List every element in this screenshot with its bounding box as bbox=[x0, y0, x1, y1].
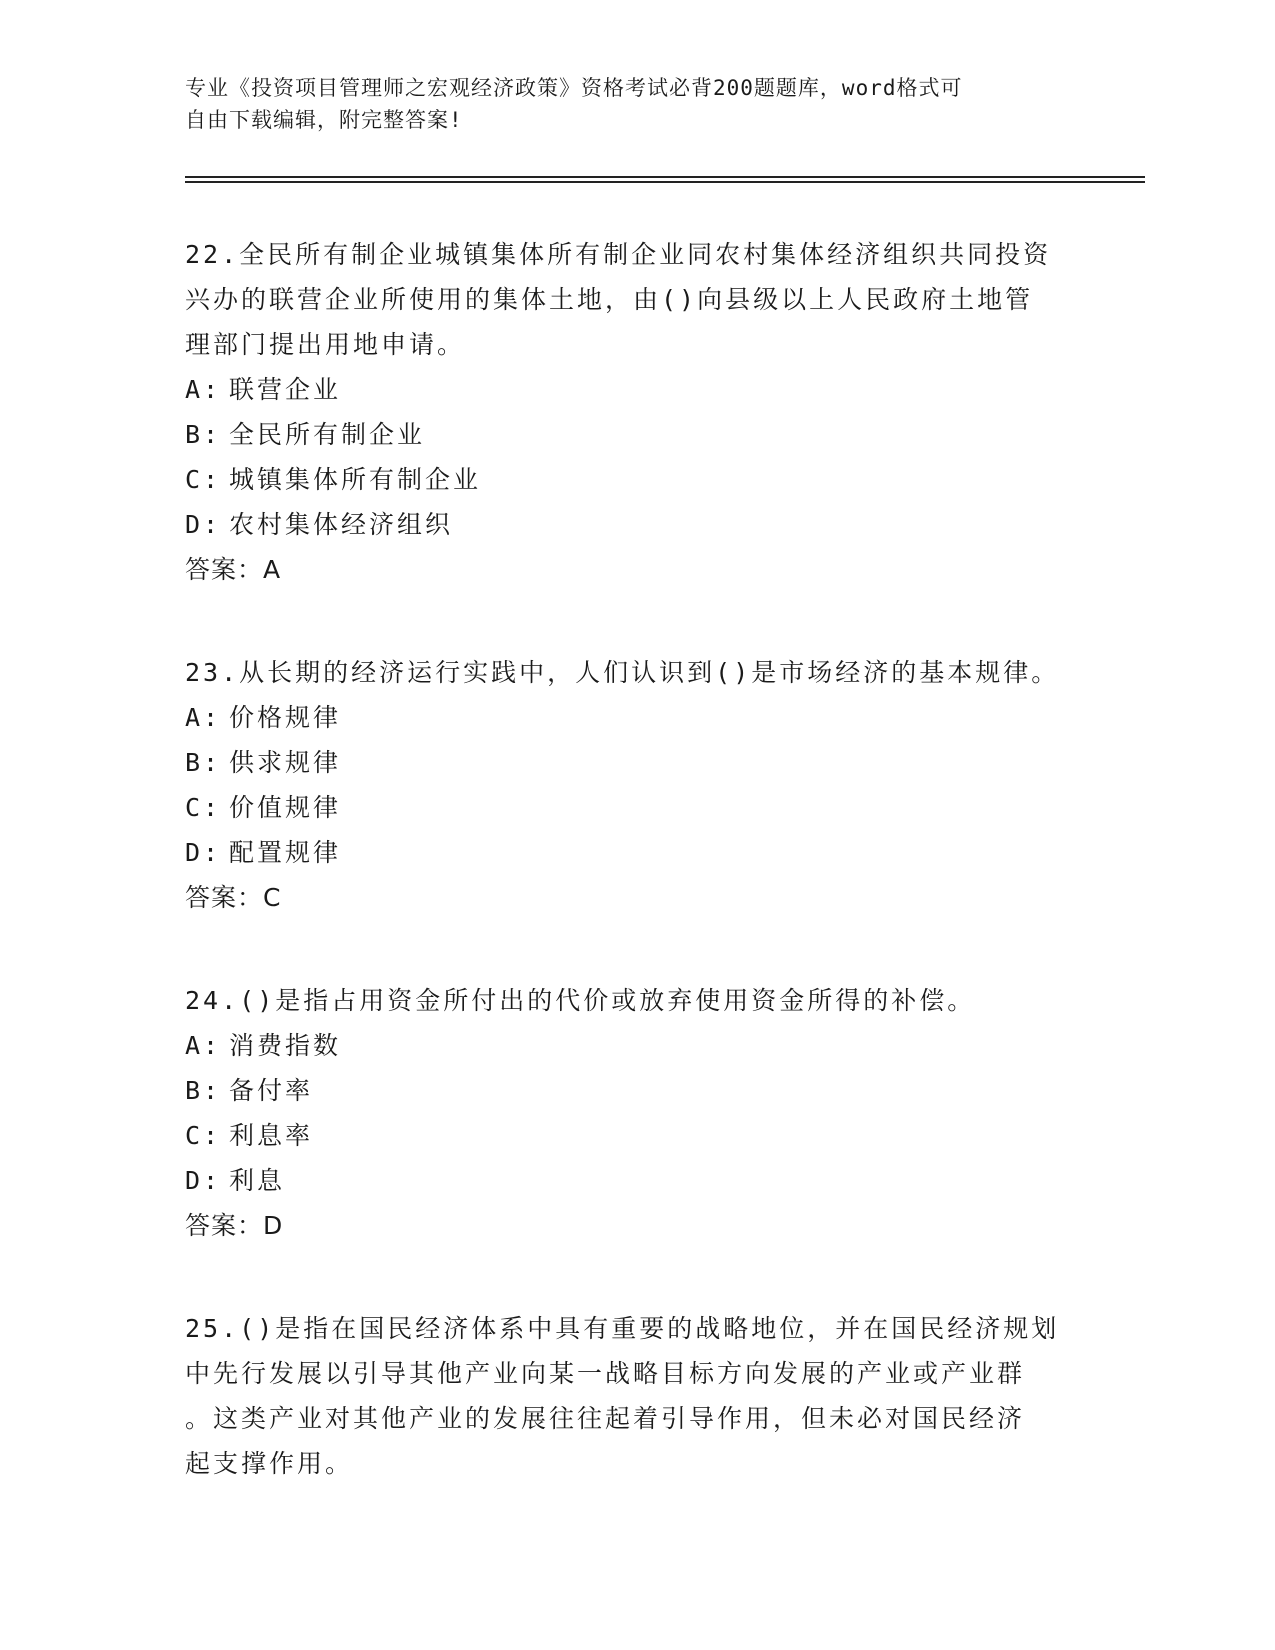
option-text: 城镇集体所有制企业 bbox=[229, 465, 482, 494]
option-text: 供求规律 bbox=[229, 748, 342, 777]
header-line-2: 自由下载编辑，附完整答案! bbox=[185, 108, 463, 132]
question-text-line: 25.()是指在国民经济体系中具有重要的战略地位，并在国民经济规划 bbox=[185, 1314, 1060, 1343]
question-list bbox=[185, 232, 1085, 1544]
option-text: 消费指数 bbox=[229, 1031, 342, 1060]
option-letter: A: bbox=[185, 1031, 222, 1060]
answer-label: 答案：C bbox=[185, 883, 282, 912]
option-d bbox=[185, 1158, 1085, 1203]
question-text-line: 23.从长期的经济运行实践中，人们认识到()是市场经济的基本规律。 bbox=[185, 658, 1060, 687]
option-a bbox=[185, 1023, 1085, 1068]
option-letter: C: bbox=[185, 793, 222, 822]
option-letter: D: bbox=[185, 510, 222, 539]
question-text-line: 。这类产业对其他产业的发展往往起着引导作用，但未必对国民经济 bbox=[185, 1404, 1026, 1433]
option-letter: B: bbox=[185, 420, 222, 449]
question-text-line: 理部门提出用地申请。 bbox=[185, 330, 466, 359]
option-b bbox=[185, 740, 1085, 785]
document-header bbox=[185, 72, 1085, 136]
option-letter: D: bbox=[185, 1166, 222, 1195]
option-text: 利息 bbox=[229, 1166, 286, 1195]
option-letter: B: bbox=[185, 1076, 222, 1105]
question-25 bbox=[185, 1306, 1085, 1486]
option-letter: C: bbox=[185, 465, 222, 494]
header-divider-top bbox=[185, 176, 1145, 178]
option-d bbox=[185, 502, 1085, 547]
option-letter: A: bbox=[185, 703, 222, 732]
option-text: 配置规律 bbox=[229, 838, 342, 867]
question-text-line: 22.全民所有制企业城镇集体所有制企业同农村集体经济组织共同投资 bbox=[185, 240, 1052, 269]
header-line-1: 专业《投资项目管理师之宏观经济政策》资格考试必背200题题库，word格式可 bbox=[185, 76, 963, 100]
option-c bbox=[185, 1113, 1085, 1158]
option-c bbox=[185, 457, 1085, 502]
option-text: 全民所有制企业 bbox=[229, 420, 426, 449]
question-text-line: 兴办的联营企业所使用的集体土地，由()向县级以上人民政府土地管 bbox=[185, 285, 1034, 314]
option-c bbox=[185, 785, 1085, 830]
option-letter: A: bbox=[185, 375, 222, 404]
answer-label: 答案：A bbox=[185, 555, 282, 584]
question-text-line: 中先行发展以引导其他产业向某一战略目标方向发展的产业或产业群 bbox=[185, 1359, 1026, 1388]
answer-label: 答案：D bbox=[185, 1211, 284, 1240]
option-a bbox=[185, 695, 1085, 740]
option-text: 价格规律 bbox=[229, 703, 342, 732]
header-divider-bottom bbox=[185, 181, 1145, 183]
question-24 bbox=[185, 978, 1085, 1248]
option-letter: C: bbox=[185, 1121, 222, 1150]
option-b bbox=[185, 412, 1085, 457]
option-text: 农村集体经济组织 bbox=[229, 510, 454, 539]
question-22 bbox=[185, 232, 1085, 592]
question-text-line: 起支撑作用。 bbox=[185, 1449, 354, 1478]
option-text: 利息率 bbox=[229, 1121, 314, 1150]
question-text-line: 24.()是指占用资金所付出的代价或放弃使用资金所得的补偿。 bbox=[185, 986, 976, 1015]
option-text: 联营企业 bbox=[229, 375, 342, 404]
option-text: 价值规律 bbox=[229, 793, 342, 822]
question-23 bbox=[185, 650, 1085, 920]
option-d bbox=[185, 830, 1085, 875]
option-a bbox=[185, 367, 1085, 412]
option-letter: D: bbox=[185, 838, 222, 867]
option-letter: B: bbox=[185, 748, 222, 777]
option-b bbox=[185, 1068, 1085, 1113]
option-text: 备付率 bbox=[229, 1076, 314, 1105]
